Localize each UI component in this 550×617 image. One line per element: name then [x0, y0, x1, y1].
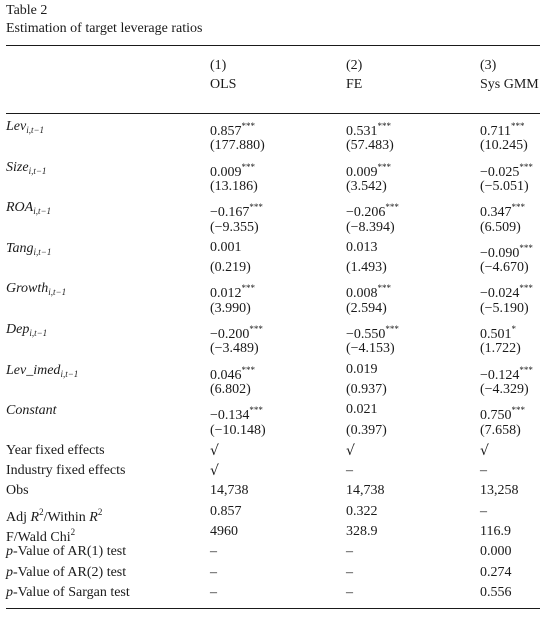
stat-label: Year fixed effects	[6, 442, 105, 458]
stat-value: 0.274	[480, 564, 512, 580]
significance-stars: ***	[241, 283, 255, 294]
stat-value: 0.857	[210, 503, 242, 519]
significance-stars: *	[511, 324, 516, 334]
coefficient: −0.124***	[480, 364, 533, 383]
variable-label: Size$_{i,t-1}$	[6, 159, 47, 176]
table-number: Table 2	[6, 3, 48, 18]
stat-value: √	[210, 442, 219, 459]
t-statistic: (0.397)	[346, 422, 387, 438]
t-statistic: (−5.051)	[480, 178, 529, 194]
coefficient: −0.134***	[210, 405, 263, 424]
variable-label: Lev$_{i,t-1}$	[6, 119, 45, 135]
coefficient: 0.012***	[210, 283, 255, 302]
t-statistic: (−4.329)	[480, 381, 529, 397]
t-statistic: (−4.153)	[346, 341, 395, 357]
table-title: Estimation of target leverage ratios	[6, 21, 203, 36]
top-rule	[6, 45, 540, 46]
t-statistic: (7.658)	[480, 422, 521, 438]
t-statistic: (57.483)	[346, 138, 394, 154]
stat-label: Obs	[6, 483, 29, 499]
significance-stars: ***	[511, 202, 525, 213]
significance-stars: ***	[385, 202, 399, 213]
stat-value: √	[210, 463, 219, 480]
t-statistic: (1.722)	[480, 341, 521, 357]
bottom-rule	[6, 608, 540, 609]
t-statistic: (6.509)	[480, 219, 521, 235]
coefficient: −0.550***	[346, 324, 399, 342]
column-name: OLS	[210, 77, 237, 92]
variable-label: Dep$_{i,t-1}$	[6, 322, 48, 338]
significance-stars: ***	[241, 364, 255, 375]
stat-value: –	[480, 463, 487, 479]
significance-stars: ***	[511, 405, 525, 416]
stat-value: √	[480, 442, 489, 459]
stat-value: –	[480, 503, 487, 519]
column-number: (3)	[480, 58, 497, 73]
coefficient: −0.206***	[346, 202, 399, 221]
coefficient: 0.009***	[210, 161, 255, 180]
stat-label: p-Value of Sargan test	[6, 584, 130, 600]
stat-label: Industry fixed effects	[6, 463, 126, 479]
table-caption	[6, 2, 202, 38]
t-statistic: (0.937)	[346, 381, 387, 397]
coefficient: 0.009***	[346, 161, 391, 180]
stat-value: –	[210, 564, 217, 580]
variable-label: Constant	[6, 403, 57, 419]
significance-stars: ***	[519, 283, 533, 294]
coefficient: 0.019	[346, 361, 378, 377]
stat-label: Adj $R^2$/Within $R^2$	[6, 506, 103, 525]
stat-label: p-Value of AR(2) test	[6, 564, 127, 580]
t-statistic: (6.802)	[210, 381, 251, 397]
t-statistic: (−4.670)	[480, 260, 529, 276]
t-statistic: (−3.489)	[210, 341, 259, 357]
coefficient: 0.711***	[480, 121, 525, 139]
t-statistic: (1.493)	[346, 260, 387, 276]
coefficient: −0.024***	[480, 283, 533, 302]
stat-value: 14,738	[210, 483, 249, 499]
stat-value: –	[346, 544, 353, 560]
t-statistic: (10.245)	[480, 138, 528, 154]
coefficient: −0.090***	[480, 242, 533, 261]
significance-stars: ***	[377, 283, 391, 294]
column-number: (2)	[346, 58, 363, 73]
stat-value: 4960	[210, 524, 238, 539]
variable-label: Growth$_{i,t-1}$	[6, 281, 67, 298]
coefficient: 0.531***	[346, 121, 391, 139]
significance-stars: ***	[519, 161, 533, 172]
significance-stars: ***	[249, 202, 263, 213]
t-statistic: (0.219)	[210, 260, 251, 276]
coefficient: 0.021	[346, 402, 378, 418]
t-statistic: (177.880)	[210, 138, 265, 154]
column-name: FE	[346, 77, 363, 92]
stat-value: –	[346, 564, 353, 580]
coefficient: −0.025***	[480, 161, 533, 180]
significance-stars: ***	[377, 161, 391, 172]
coefficient: 0.046***	[210, 364, 255, 383]
coefficient: 0.347***	[480, 202, 525, 221]
coefficient: 0.001	[210, 239, 242, 255]
t-statistic: (3.542)	[346, 178, 387, 194]
significance-stars: ***	[377, 121, 391, 131]
significance-stars: ***	[519, 242, 533, 253]
column-number: (1)	[210, 58, 227, 73]
t-statistic: (3.990)	[210, 300, 251, 316]
stat-value: 0.322	[346, 503, 378, 519]
stat-value: –	[210, 584, 217, 600]
stat-value: 328.9	[346, 524, 378, 539]
significance-stars: ***	[510, 121, 525, 131]
t-statistic: (13.186)	[210, 178, 258, 194]
column-name: Sys GMM	[480, 77, 539, 92]
stat-value: 0.556	[480, 584, 512, 600]
coefficient: 0.857***	[210, 121, 255, 139]
t-statistic: (−5.190)	[480, 300, 529, 316]
stat-label: p-Value of AR(1) test	[6, 544, 127, 560]
coefficient: −0.200***	[210, 324, 263, 342]
stat-value: 13,258	[480, 483, 519, 499]
significance-stars: ***	[249, 324, 263, 334]
significance-stars: ***	[241, 161, 255, 172]
coefficient: −0.167***	[210, 202, 263, 221]
significance-stars: ***	[249, 405, 263, 416]
significance-stars: ***	[385, 324, 399, 334]
header-rule	[6, 113, 540, 114]
t-statistic: (−8.394)	[346, 219, 395, 235]
variable-label: Tang$_{i,t-1}$	[6, 240, 52, 257]
coefficient: 0.501*	[480, 324, 516, 342]
significance-stars: ***	[519, 364, 533, 375]
stat-value: –	[346, 463, 353, 479]
coefficient: 0.750***	[480, 405, 525, 424]
coefficient: 0.013	[346, 239, 378, 255]
significance-stars: ***	[241, 121, 255, 131]
stat-value: –	[346, 584, 353, 600]
variable-label: $ROA_{i,t-1}$	[6, 200, 52, 217]
stat-value: 116.9	[480, 524, 511, 539]
stat-value: 14,738	[346, 483, 385, 499]
t-statistic: (2.594)	[346, 300, 387, 316]
stat-value: –	[210, 544, 217, 560]
t-statistic: (−9.355)	[210, 219, 259, 235]
variable-label: Lev_imed$_{i,t-1}$	[6, 362, 79, 379]
stat-value: √	[346, 442, 355, 459]
stat-label: F/Wald Chi$^2$	[6, 527, 76, 545]
stat-value: 0.000	[480, 544, 512, 560]
t-statistic: (−10.148)	[210, 422, 266, 438]
coefficient: 0.008***	[346, 283, 391, 302]
